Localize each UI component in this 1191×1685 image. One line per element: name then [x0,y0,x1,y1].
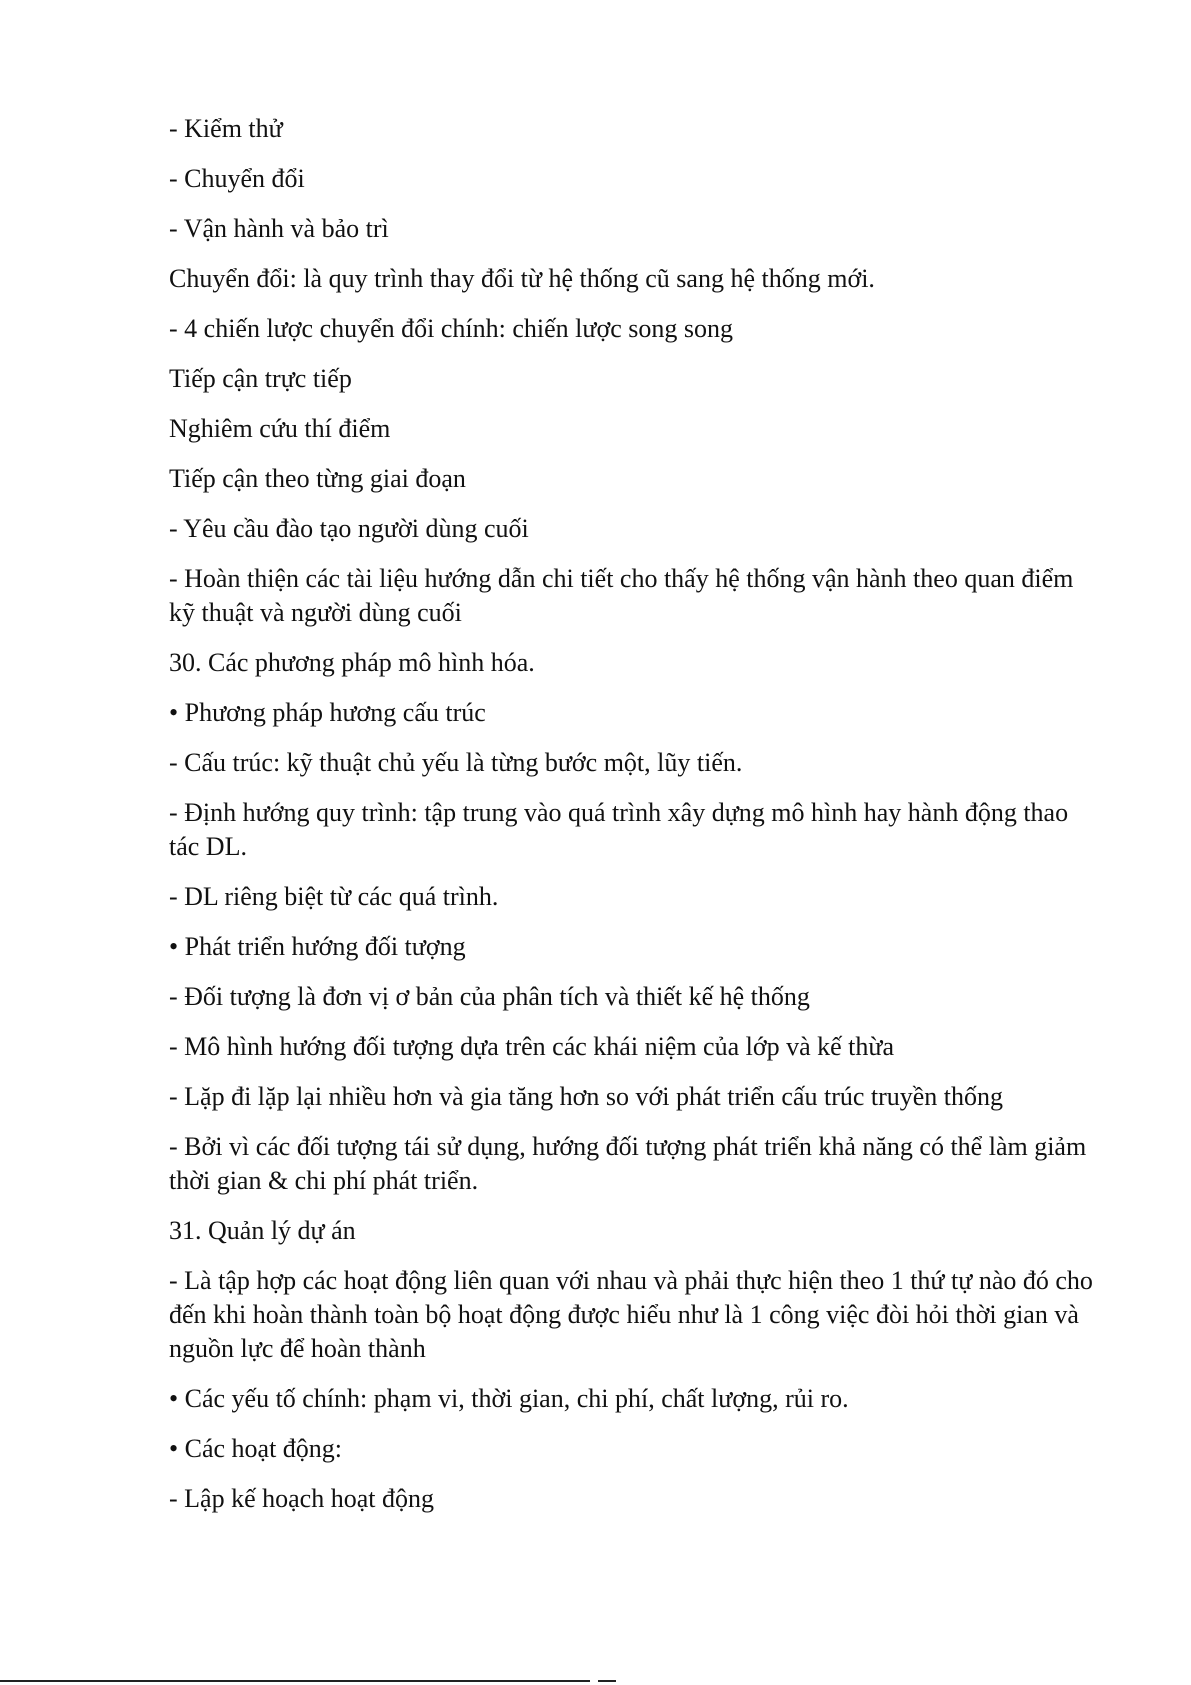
list-item-operation-maintenance: - Vận hành và bảo trì [169,214,389,243]
structured-item-1: - Cấu trúc: kỹ thuật chủ yếu là từng bước một, lũy tiến. [169,748,743,777]
section-heading-30: 30. Các phương pháp mô hình hóa. [169,648,535,677]
documentation-item: - Hoàn thiện các tài liệu hướng dẫn chi tiết cho thấy hệ thống vận hành theo quan điểm kỹ thuật và người dùng cuối [169,564,1074,627]
oo-item-4: - Bởi vì các đối tượng tái sử dụng, hướng đối tượng phát triển khả năng có thể làm giảm thời gian & chi phí phát triển. [169,1132,1087,1195]
strategy-pilot: Nghiêm cứu thí điểm [169,414,391,443]
activity-planning: - Lập kế hoạch hoạt động [169,1484,434,1513]
list-item-conversion: - Chuyển đổi [169,164,305,193]
list-item-testing: - Kiểm thử [169,114,283,143]
footer-divider-segment [598,1680,616,1682]
bullet-activities: • Các hoạt động: [169,1434,343,1463]
bullet-main-factors: • Các yếu tố chính: phạm vi, thời gian, chi phí, chất lượng, rủi ro. [169,1384,849,1413]
footer-divider [0,1680,590,1682]
structured-item-2: - Định hướng quy trình: tập trung vào quá trình xây dựng mô hình hay hành động thao tác DL. [169,798,1069,861]
section-heading-31: 31. Quản lý dự án [169,1216,356,1245]
bullet-structured-approach: • Phương pháp hương cấu trúc [169,698,486,727]
project-definition: - Là tập hợp các hoạt động liên quan với nhau và phải thực hiện theo 1 thứ tự nào đó cho đến khi hoàn thành toàn bộ hoạt động được hiểu như là 1 công việc đòi hỏi thời gian và nguồn lực để hoàn thành [169,1266,1093,1363]
structured-item-3: - DL riêng biệt từ các quá trình. [169,882,499,911]
strategy-direct: Tiếp cận trực tiếp [169,364,352,393]
strategy-phased: Tiếp cận theo từng giai đoạn [169,464,466,493]
bullet-object-oriented: • Phát triển hướng đối tượng [169,932,466,961]
conversion-strategies: - 4 chiến lược chuyển đổi chính: chiến lược song song [169,314,734,343]
end-user-training: - Yêu cầu đào tạo người dùng cuối [169,514,529,543]
oo-item-1: - Đối tượng là đơn vị ơ bản của phân tích và thiết kế hệ thống [169,982,810,1011]
conversion-definition: Chuyển đổi: là quy trình thay đổi từ hệ thống cũ sang hệ thống mới. [169,264,875,293]
document-body [169,112,1099,1532]
oo-item-3: - Lặp đi lặp lại nhiều hơn và gia tăng hơn so với phát triển cấu trúc truyền thống [169,1082,1004,1111]
oo-item-2: - Mô hình hướng đối tượng dựa trên các khái niệm của lớp và kế thừa [169,1032,895,1061]
